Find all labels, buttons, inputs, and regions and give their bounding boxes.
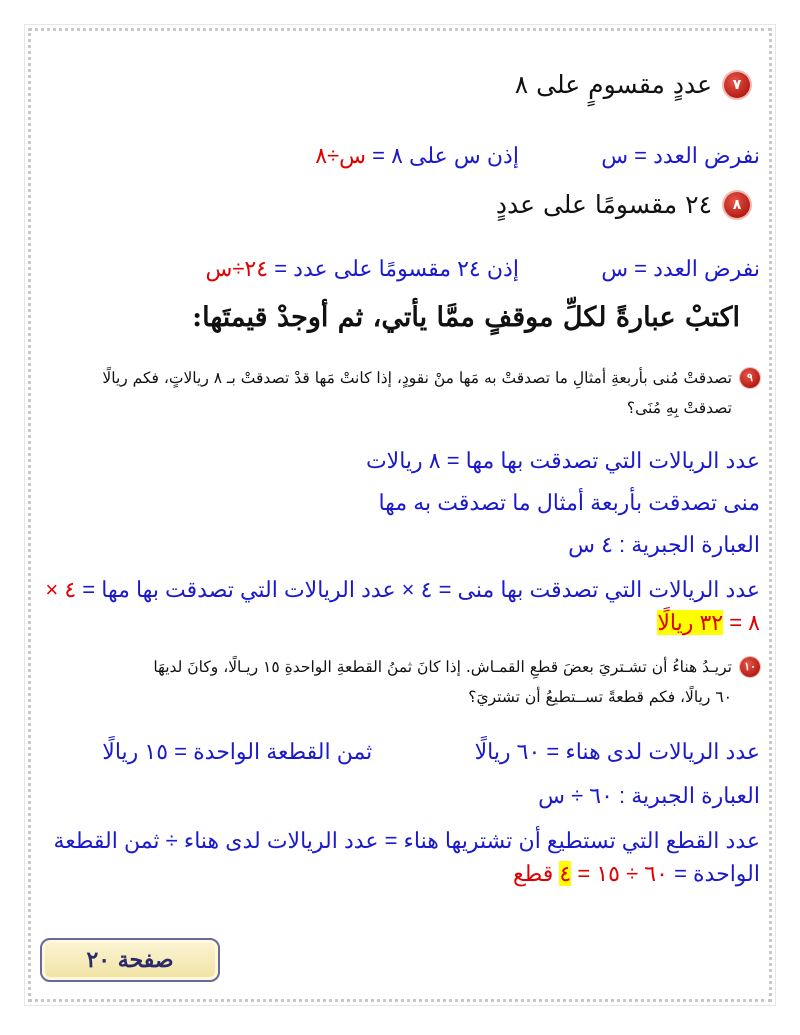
problem-text-line1: تريـدُ هناءُ أن تشـتريَ بعضَ قطعِ القمـاش. إذا كانَ ثمنُ القطعةِ الواحدةِ ١٥ ريـالًا، وكانَ لديهَا	[153, 658, 732, 676]
question-10-problem	[40, 652, 760, 712]
answer-calculation: ٦٠ ÷ ١٥ =	[577, 861, 668, 886]
question-9-problem	[40, 363, 760, 423]
q8-answer-row	[40, 256, 760, 282]
q10-answer-2: العبارة الجبرية : ٦٠ ÷ س	[538, 783, 760, 808]
answer-price: ثمن القطعة الواحدة = ١٥ ريالًا	[102, 739, 373, 764]
answer-result: ٤	[559, 861, 572, 886]
answer-then: إذن ٢٤ مقسومًا على عدد =	[274, 256, 519, 281]
q9-answer-1: عدد الريالات التي تصدقت بها مها = ٨ ريالات	[365, 448, 760, 473]
problem-text-line2: تصدقتْ بِهِ مُنَى؟	[626, 399, 732, 417]
problem-text-line2: ٦٠ ريالًا، فكم قطعةً تســتطيعُ أن تشتريَ؟	[468, 688, 732, 706]
q7-answer-row	[40, 143, 760, 169]
q9-answer-4	[40, 573, 760, 639]
answer-text: عدد الريالات التي تصدقت بها منى = ٤ × عدد الريالات التي تصدقت بها مها =	[82, 577, 760, 602]
answer-unit: قطع	[513, 861, 554, 886]
answer-assume: نفرض العدد = س	[601, 256, 760, 281]
page-number-tag: صفحة ٢٠	[40, 938, 220, 982]
answer-result: ٣٢ ريالًا	[657, 610, 724, 635]
section-heading: اكتبْ عبارةً لكلِّ موقفٍ ممَّا يأتي، ثم أوجدْ قيمتَها:	[192, 302, 740, 333]
worksheet-page	[30, 30, 770, 1000]
q9-answer-3: العبارة الجبرية : ٤ س	[568, 532, 760, 557]
answer-expression: س÷٨	[315, 143, 366, 168]
question-7	[40, 70, 750, 99]
q9-answer-2: منى تصدقت بأربعة أمثال ما تصدقت به مها	[378, 490, 760, 515]
question-number-badge: ٨	[724, 192, 750, 218]
question-title: عددٍ مقسومٍ على ٨	[514, 70, 712, 99]
question-8	[40, 190, 750, 219]
answer-money: عدد الريالات لدى هناء = ٦٠ ريالًا	[474, 739, 760, 764]
answer-expression: ٢٤÷س	[205, 256, 269, 281]
question-number-badge: ٩	[740, 368, 760, 388]
question-number-badge: ١٠	[740, 657, 760, 677]
answer-text: عدد القطع التي تستطيع أن تشتريها هناء = عدد الريالات لدى هناء ÷ ثمن القطعة	[53, 828, 760, 853]
answer-assume: نفرض العدد = س	[601, 143, 760, 168]
answer-calculation: ٤ × ٨ =	[45, 577, 760, 635]
question-title: ٢٤ مقسومًا على عددٍ	[495, 190, 712, 219]
q10-answer-3	[40, 824, 760, 890]
problem-text-line1: تصدقتْ مُنى بأربعةِ أمثالِ ما تصدقتْ به مَها منْ نقودٍ، إذا كانتْ مَها قدْ تصدقتْ بـ ٨ ريالاتٍ، فكم ريالًا	[102, 369, 732, 387]
answer-then: إذن س على ٨ =	[372, 143, 519, 168]
question-number-badge: ٧	[724, 72, 750, 98]
q10-answer-1	[40, 739, 760, 765]
answer-prefix: الواحدة =	[674, 861, 760, 886]
